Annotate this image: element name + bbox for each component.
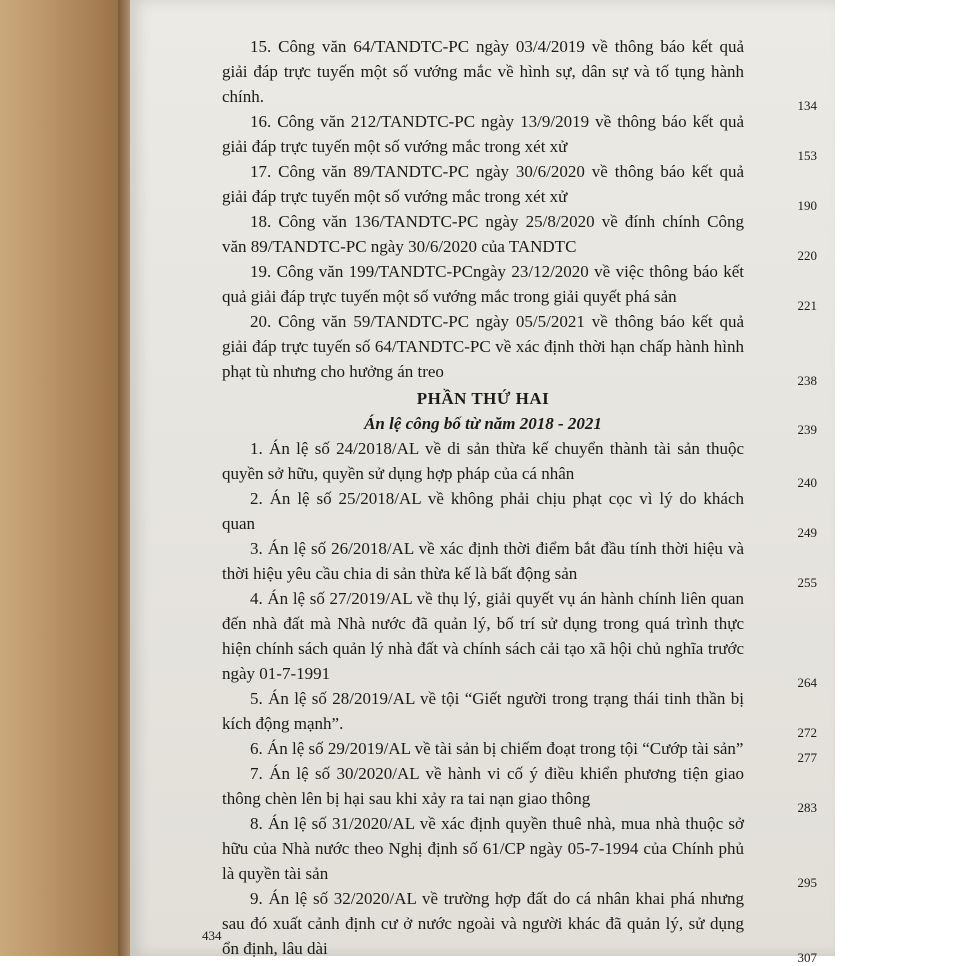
toc-entry-al-2 [222, 486, 817, 540]
toc-entry-16 [222, 109, 817, 163]
toc-entry-15 [222, 34, 817, 113]
toc-entry-page: 307 [797, 950, 817, 965]
toc-entry-al-6 [222, 736, 817, 765]
toc-entry-19 [222, 259, 817, 313]
footer-page-number: 434 [202, 928, 222, 943]
toc-entry-page: 153 [797, 148, 817, 163]
background [835, 0, 956, 956]
toc-entry-text: 15. Công văn 64/TANDTC-PC ngày 03/4/2019 về thông báo kết quả giải đáp trực tuyến một số vướng mắc về hình sự, dân sự và tố tụng hành chính. [222, 37, 744, 106]
toc-entry-page: 283 [797, 800, 817, 815]
book-page [130, 0, 835, 965]
toc-entry-page: 249 [797, 525, 817, 540]
toc-entry-text: 5. Án lệ số 28/2019/AL về tội “Giết người trong trạng thái tinh thần bị kích động mạnh”. [222, 689, 744, 733]
toc-entry-text: 3. Án lệ số 26/2018/AL về xác định thời điểm bắt đầu tính thời hiệu và thời hiệu yêu cầu chia di sản thừa kế là bất động sản [222, 539, 744, 583]
toc-entry-page: 255 [797, 575, 817, 590]
toc-entry-text: 1. Án lệ số 24/2018/AL về di sản thừa kế chuyển thành tài sản thuộc quyền sở hữu, quyền sử dụng hợp pháp của cá nhân [222, 439, 744, 483]
toc-entry-text: 6. Án lệ số 29/2019/AL về tài sản bị chiếm đoạt trong tội “Cướp tài sản” [250, 739, 744, 758]
toc-entry-page: 190 [797, 198, 817, 213]
toc-entry-page: 240 [797, 475, 817, 490]
toc-entry-al-8 [222, 811, 817, 890]
toc-entry-text: 18. Công văn 136/TANDTC-PC ngày 25/8/2020 về đính chính Công văn 89/TANDTC-PC ngày 30/6/2020 của TANDTC [222, 212, 744, 256]
toc-entry-al-1 [222, 436, 817, 490]
toc-entry-text: 16. Công văn 212/TANDTC-PC ngày 13/9/2019 về thông báo kết quả giải đáp trực tuyến một số vướng mắc trong xét xử [222, 112, 744, 156]
book-spine [0, 0, 130, 956]
toc-entry-page: 238 [797, 373, 817, 388]
toc-entry-text: 19. Công văn 199/TANDTC-PCngày 23/12/2020 về việc thông báo kết quả giải đáp trực tuyến một số vướng mắc trong giải quyết phá sản [222, 262, 744, 306]
toc-entry-al-3 [222, 536, 817, 590]
toc-entry-18 [222, 209, 817, 263]
toc-entry-text: 2. Án lệ số 25/2018/AL về không phải chịu phạt cọc vì lý do khách quan [222, 489, 744, 533]
toc-entry-text: 20. Công văn 59/TANDTC-PC ngày 05/5/2021 về thông báo kết quả giải đáp trực tuyến số 64/TANDTC-PC về xác định thời hạn chấp hành hình phạt tù nhưng cho hưởng án treo [222, 312, 744, 381]
part-page: 239 [797, 422, 817, 437]
toc-entry-page: 264 [797, 675, 817, 690]
toc-entry-page: 277 [797, 750, 817, 765]
part-subtitle-row [222, 411, 817, 436]
toc-entry-text: 8. Án lệ số 31/2020/AL về xác định quyền thuê nhà, mua nhà thuộc sở hữu của Nhà nước theo Nghị định số 61/CP ngày 05-7-1994 của Chính phủ là quyền tài sản [222, 814, 744, 883]
part-heading: PHẦN THỨ HAI [416, 389, 550, 408]
toc-entry-text: 17. Công văn 89/TANDTC-PC ngày 30/6/2020 về thông báo kết quả giải đáp trực tuyến một số vướng mắc trong xét xử [222, 162, 744, 206]
toc-entry-al-5 [222, 686, 817, 740]
toc-entry-17 [222, 159, 817, 213]
toc-entry-page: 134 [797, 98, 817, 113]
toc-entry-20 [222, 309, 817, 388]
toc-entry-page: 220 [797, 248, 817, 263]
toc-entry-page: 221 [797, 298, 817, 313]
toc-entry-text: 9. Án lệ số 32/2020/AL về trường hợp đất do cá nhân khai phá nhưng sau đó xuất cảnh định cư ở nước ngoài và người khác đã quản lý, sử dụng ổn định, lâu dài [222, 889, 744, 958]
toc-entry-al-4 [222, 586, 817, 690]
toc-entry-al-7 [222, 761, 817, 815]
table-of-contents [222, 34, 817, 965]
toc-entry-page: 295 [797, 875, 817, 890]
toc-entry-page: 272 [797, 725, 817, 740]
toc-entry-al-9 [222, 886, 817, 965]
toc-entry-text: 7. Án lệ số 30/2020/AL về hành vi cố ý điều khiển phương tiện giao thông chèn lên bị hại sau khi xảy ra tai nạn giao thông [222, 764, 744, 808]
toc-entry-text: 4. Án lệ số 27/2019/AL về thụ lý, giải quyết vụ án hành chính liên quan đến nhà đất mà Nhà nước đã quản lý, bố trí sử dụng trong quá trình thực hiện chính sách quản lý nhà đất và chính sách cải tạo xã hội chủ nghĩa trước ngày 01-7-1991 [222, 589, 744, 683]
part-subtitle: Án lệ công bố từ năm 2018 - 2021 [364, 414, 602, 433]
